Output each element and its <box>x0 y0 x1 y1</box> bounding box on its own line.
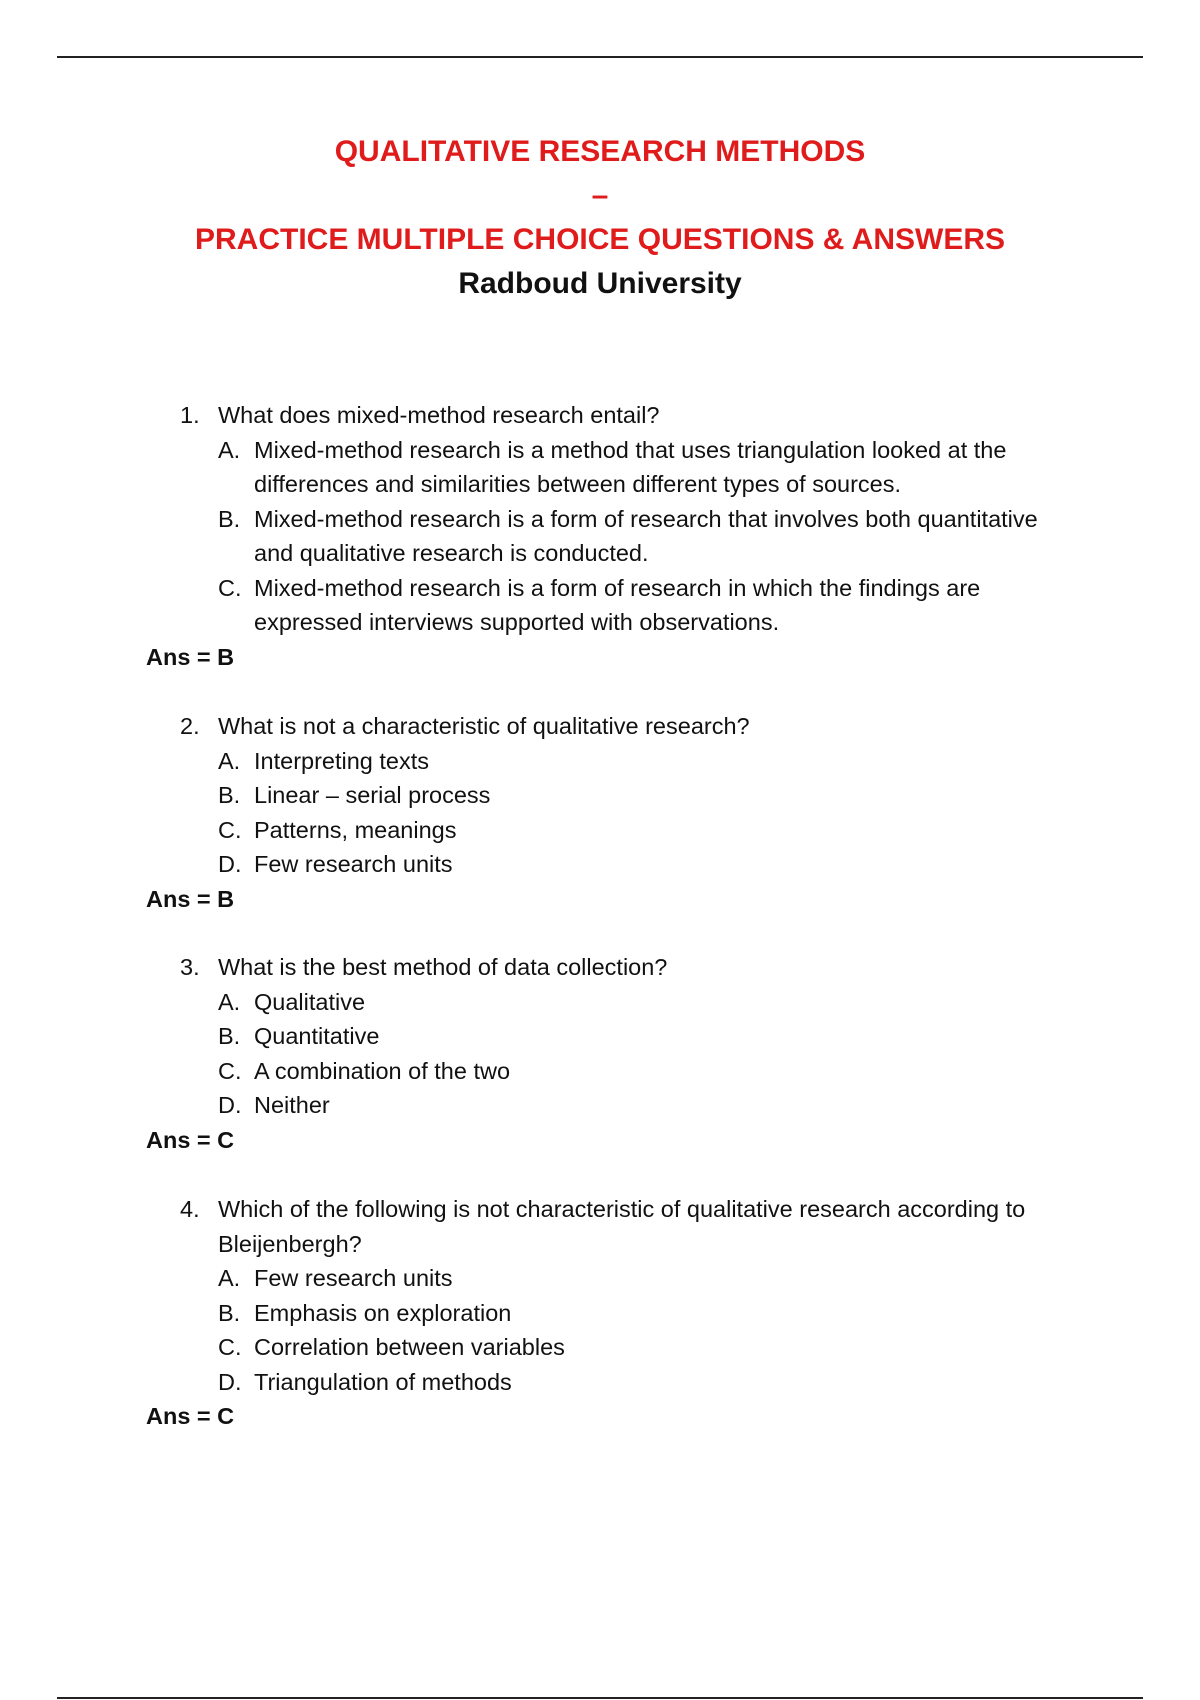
option-text: Patterns, meanings <box>254 816 457 843</box>
option-letter: A. <box>218 747 241 774</box>
question-block-2 <box>0 709 1200 916</box>
question-block-1 <box>0 398 1200 674</box>
option-text: Quantitative <box>254 1023 380 1049</box>
option-text: Mixed-method research is a method that uses triangulation looked at the differences and similarities between different types of sources. <box>254 436 1007 497</box>
document-header <box>0 130 1200 306</box>
option-1c <box>0 571 1054 640</box>
option-2d <box>0 847 1054 882</box>
option-2b <box>0 778 1054 813</box>
option-4a <box>0 1261 1054 1296</box>
question-text: Which of the following is not characteristic of qualitative research according to Bleijenbergh? <box>218 1196 1026 1257</box>
option-letter: C. <box>218 574 242 601</box>
option-letter: D. <box>218 1092 242 1118</box>
option-1b <box>0 502 1054 571</box>
question-1 <box>0 398 1078 433</box>
option-letter: B. <box>218 505 241 532</box>
option-letter: B. <box>218 1023 241 1049</box>
option-text: Qualitative <box>254 988 366 1015</box>
title-dash: – <box>591 179 609 212</box>
option-3d <box>0 1088 1054 1123</box>
title-line-2: PRACTICE MULTIPLE CHOICE QUESTIONS & ANSWERS <box>194 223 1006 256</box>
answer-2: Ans = B <box>146 885 235 912</box>
answer-1: Ans = B <box>146 643 235 670</box>
option-text: Neither <box>254 1092 330 1118</box>
question-4 <box>0 1192 1078 1261</box>
option-text: Mixed-method research is a form of research in which the findings are expressed interviews supported with observations. <box>254 574 981 635</box>
option-3c <box>0 1054 1054 1089</box>
option-letter: C. <box>218 1334 242 1360</box>
option-2a <box>0 744 1054 779</box>
question-text: What is not a characteristic of qualitative research? <box>218 713 750 739</box>
option-text: Few research units <box>254 1265 453 1291</box>
option-text: Correlation between variables <box>254 1334 565 1360</box>
option-4c <box>0 1330 1054 1365</box>
question-number: 1. <box>180 402 200 428</box>
option-3b <box>0 1019 1054 1054</box>
option-4d <box>0 1365 1054 1400</box>
option-1a <box>0 433 1054 502</box>
option-letter: A. <box>218 436 241 463</box>
option-letter: C. <box>218 816 242 843</box>
question-number: 3. <box>180 954 200 980</box>
option-3a <box>0 985 1054 1020</box>
question-text: What is the best method of data collection? <box>218 954 668 980</box>
title-line-1: QUALITATIVE RESEARCH METHODS <box>334 135 866 168</box>
question-number: 2. <box>180 713 200 739</box>
option-letter: D. <box>218 851 242 877</box>
question-text: What does mixed-method research entail? <box>218 402 660 428</box>
option-letter: A. <box>218 1265 241 1291</box>
option-text: Emphasis on exploration <box>254 1299 512 1326</box>
answer-3: Ans = C <box>146 1126 235 1153</box>
option-letter: A. <box>218 988 241 1015</box>
option-letter: B. <box>218 1299 241 1326</box>
bottom-rule <box>57 1697 1143 1699</box>
option-4b <box>0 1296 1054 1331</box>
option-letter: D. <box>218 1368 242 1395</box>
question-block-4 <box>0 1192 1200 1434</box>
option-2c <box>0 813 1054 848</box>
question-block-3 <box>0 950 1200 1157</box>
option-text: Interpreting texts <box>254 747 430 774</box>
top-rule <box>57 56 1143 58</box>
question-number: 4. <box>180 1196 200 1222</box>
option-text: Triangulation of methods <box>254 1368 512 1395</box>
question-2 <box>0 709 1078 744</box>
answer-4: Ans = C <box>146 1403 235 1429</box>
option-text: A combination of the two <box>254 1057 511 1084</box>
option-text: Linear – serial process <box>254 782 491 808</box>
option-letter: C. <box>218 1057 242 1084</box>
option-letter: B. <box>218 782 241 808</box>
institution-name: Radboud University <box>458 267 742 300</box>
option-text: Mixed-method research is a form of research that involves both quantitative and qualitative research is conducted. <box>254 505 1038 566</box>
option-text: Few research units <box>254 851 453 877</box>
question-3 <box>0 950 1078 985</box>
